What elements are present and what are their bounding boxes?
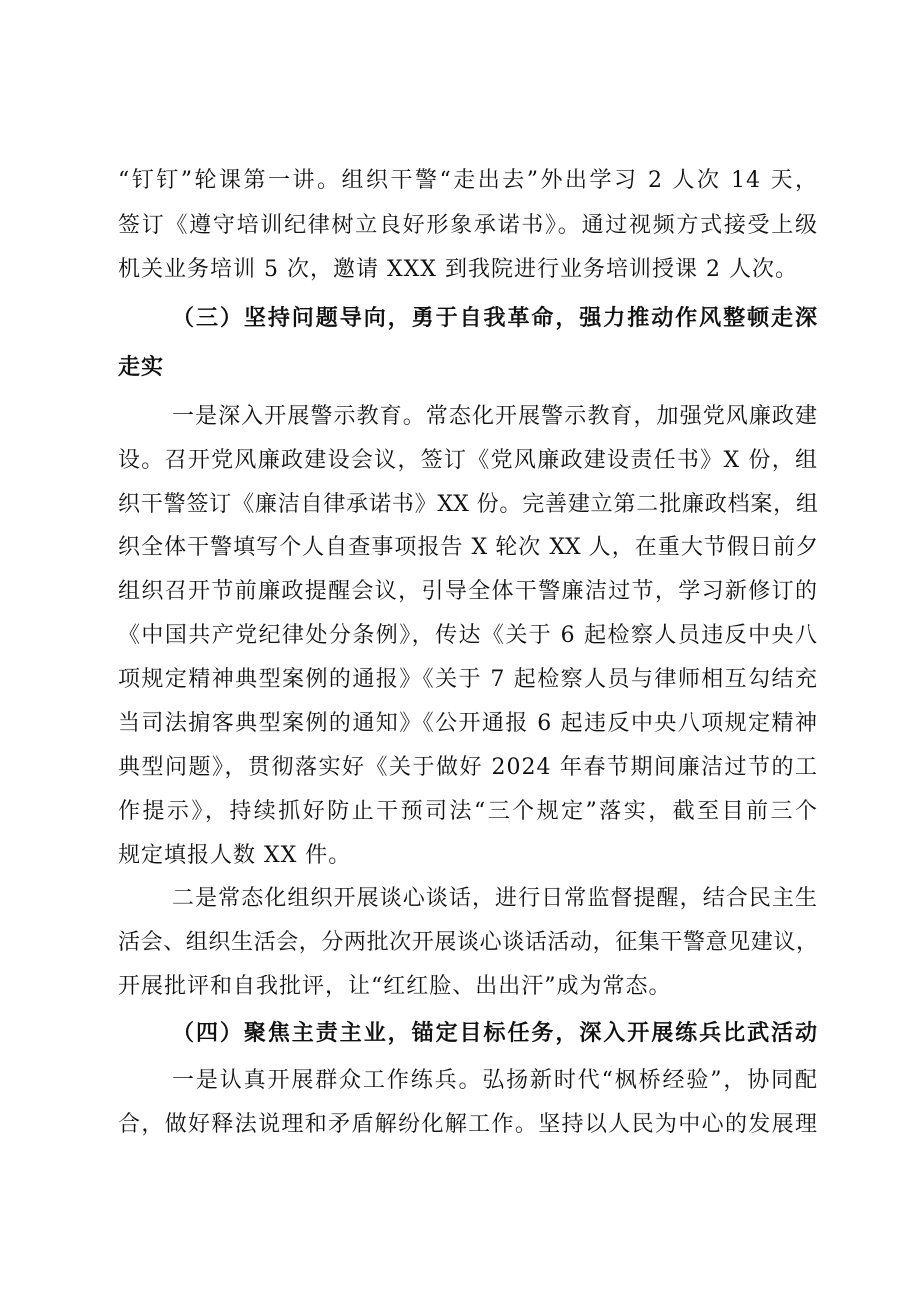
section-heading: 走实 <box>118 355 165 380</box>
text-line: 机关业务培训 5 次，邀请 XXX 到我院进行业务培训授课 2 人次。 <box>118 257 798 282</box>
text-line: 织全体干警填写个人自查事项报告 X 轮次 XX 人，在重大节假日前夕 <box>118 535 818 560</box>
text-line: 一是认真开展群众工作练兵。弘扬新时代“枫桥经验”，协同配 <box>172 1068 818 1093</box>
text-line: “钉钉”轮课第一讲。组织干警“走出去”外出学习 2 人次 14 天， <box>118 168 818 193</box>
text-line: 当司法掮客典型案例的通知》《公开通报 6 起违反中央八项规定精神 <box>118 711 818 736</box>
section-heading: （三）坚持问题导向，勇于自我革命，强力推动作风整顿走深 <box>172 306 818 331</box>
text-line: 一是深入开展警示教育。常态化开展警示教育，加强党风廉政建 <box>172 404 818 429</box>
section-heading: （四）聚焦主责主业，锚定目标任务，深入开展练兵比武活动 <box>172 1021 818 1046</box>
text-line: 组织召开节前廉政提醒会议，引导全体干警廉洁过节，学习新修订的 <box>118 579 818 604</box>
text-line: 合，做好释法说理和矛盾解纷化解工作。坚持以人民为中心的发展理 <box>118 1112 818 1137</box>
text-line: 设。召开党风廉政建设会议，签订《党风廉政建设责任书》X 份，组 <box>118 448 818 473</box>
text-line: 《中国共产党纪律处分条例》，传达《关于 6 起检察人员违反中央八 <box>118 623 818 648</box>
text-line: 开展批评和自我批评，让“红红脸、出出汗”成为常态。 <box>118 974 672 999</box>
text-line: 签订《遵守培训纪律树立良好形象承诺书》。通过视频方式接受上级 <box>118 213 818 238</box>
text-line: 作提示》，持续抓好防止干预司法“三个规定”落实，截至目前三个 <box>118 799 818 824</box>
text-line: 规定填报人数 XX 件。 <box>118 843 352 868</box>
text-line: 织干警签订《廉洁自律承诺书》XX 份。完善建立第二批廉政档案，组 <box>118 492 818 517</box>
text-line: 典型问题》，贯彻落实好《关于做好 2024 年春节期间廉洁过节的工 <box>118 755 818 780</box>
text-line: 二是常态化组织开展谈心谈话，进行日常监督提醒，结合民主生 <box>172 886 818 911</box>
text-line: 活会、组织生活会，分两批次开展谈心谈话活动，征集干警意见建议， <box>118 930 818 955</box>
text-line: 项规定精神典型案例的通报》《关于 7 起检察人员与律师相互勾结充 <box>118 667 818 692</box>
